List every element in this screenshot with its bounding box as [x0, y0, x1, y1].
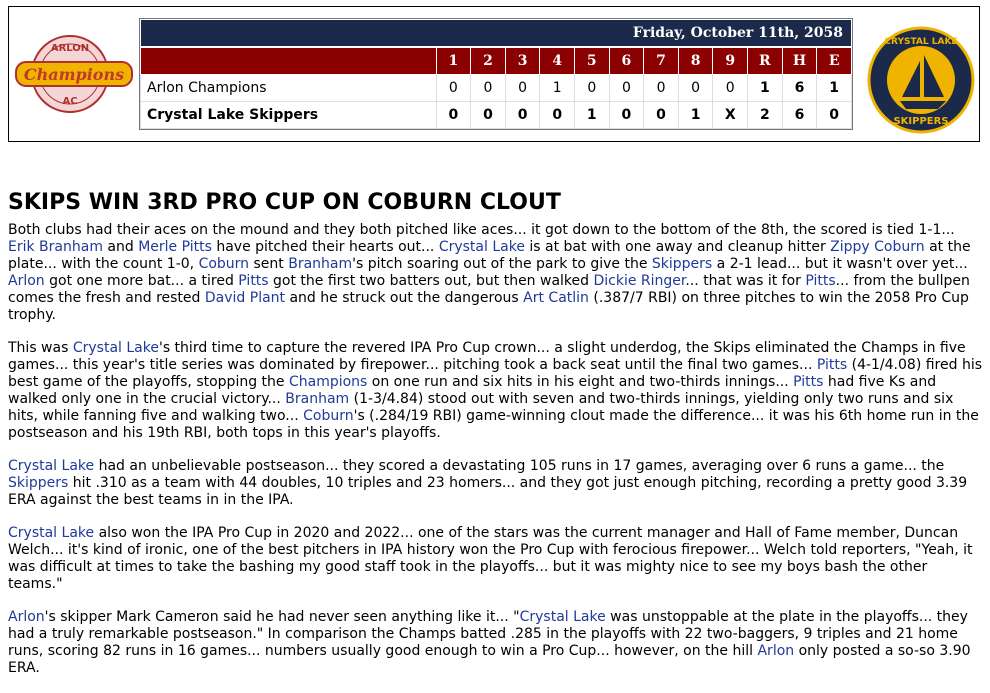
article-text: got the first two batters out, but then walked: [268, 273, 594, 289]
article-text: 's third time to capture the revered IPA Pro Cup crown... a slight underdog, the Skips eliminated the Champs in five games... this year's title series was dominated by firepower... pitching took a back seat until the final two games...: [8, 340, 966, 373]
article-text: 's pitch soaring out of the park to give the: [352, 256, 652, 272]
article-text: (4-1/4.08) fired his best game of the playoffs, stopping the: [8, 357, 983, 390]
away-inning-1-score: 0: [436, 75, 471, 102]
home-inning-5-score: 1: [575, 102, 610, 129]
player-team-link[interactable]: Skippers: [8, 475, 69, 491]
player-team-link[interactable]: Crystal Lake: [8, 525, 95, 541]
player-team-link[interactable]: Dickie Ringer: [593, 273, 686, 289]
article-text: only posted a so-so 3.90 ERA.: [8, 643, 971, 676]
player-team-link[interactable]: Coburn: [303, 408, 354, 424]
article-text: 's (.284/19 RBI) game-winning clout made the difference... it was his 6th home run in the postseason and his 19th RBI, both tops in this year's playoffs.: [8, 408, 979, 441]
inning-header-3: 3: [505, 48, 540, 75]
article-text: got one more bat... a tired: [44, 273, 239, 289]
away-team-row: [141, 75, 852, 102]
article-text: (.387/7 RBI) on three pitches to win the 2058 Pro Cup trophy.: [8, 290, 969, 323]
arlon-logo-top: ARLON: [50, 43, 90, 54]
article-text: This was: [8, 340, 73, 356]
crystal-lake-skippers-logo: [866, 25, 976, 135]
player-team-link[interactable]: Art Catlin: [523, 290, 589, 306]
article-text: is at bat with one away and cleanup hitter: [524, 239, 831, 255]
inning-header-row: [141, 48, 852, 75]
home-inning-2-score: 0: [471, 102, 506, 129]
article-text: ... that was it for: [685, 273, 806, 289]
home-team-name: Crystal Lake Skippers: [141, 102, 437, 129]
player-team-link[interactable]: Pitts: [793, 374, 824, 390]
article-text: had an unbelievable postseason... they scored a devastating 105 runs in 17 games, averaging over 6 runs a game... the: [94, 458, 945, 474]
player-team-link[interactable]: Crystal Lake: [8, 458, 95, 474]
linescore: [139, 18, 853, 130]
player-team-link[interactable]: Crystal Lake: [72, 340, 159, 356]
inning-header-1: 1: [436, 48, 471, 75]
game-date: Friday, October 11th, 2058: [632, 25, 843, 41]
article-text: at the plate... with the count 1-0,: [8, 239, 971, 272]
away-inning-8-score: 0: [678, 75, 713, 102]
paragraph-4: [8, 525, 984, 593]
article-text: on one run and six hits in his eight and two-thirds innings...: [367, 374, 794, 390]
player-team-link[interactable]: Arlon: [8, 273, 45, 289]
paragraph-2: [8, 340, 984, 442]
article-text: hit .310 as a team with 44 doubles, 10 triples and 23 homers... and they got just enough pitching, recording a pretty good 3.39 ERA against the best teams in in the IPA.: [8, 475, 968, 508]
article-text: 's skipper Mark Cameron said he had never seen anything like it... ": [44, 609, 520, 625]
game-header-box: [8, 6, 980, 142]
inning-header-h: H: [782, 48, 817, 75]
away-h-total: 6: [782, 75, 817, 102]
away-inning-7-score: 0: [644, 75, 679, 102]
home-inning-6-score: 0: [609, 102, 644, 129]
arlon-logo-bottom: AC: [62, 96, 78, 107]
player-team-link[interactable]: Skippers: [651, 256, 713, 272]
player-team-link[interactable]: Arlon: [757, 643, 795, 659]
home-h-total: 6: [782, 102, 817, 129]
player-team-link[interactable]: Erik Branham: [8, 239, 103, 255]
home-team-row: [141, 102, 852, 129]
article-text: also won the IPA Pro Cup in 2020 and 2022... one of the stars was the current manager and Hall of Fame member, Duncan Welch... it's kind of ironic, one of the best pitchers in IPA history won the Pro Cup with ferocious firepower... Welch told reporters, "Yeah, it was difficult at times to take the bashing my good staff took in the playoffs... but it was mighty nice to see my boys bash the other teams.": [8, 525, 973, 592]
player-team-link[interactable]: Zippy Coburn: [830, 239, 925, 255]
inning-header-2: 2: [471, 48, 506, 75]
paragraph-5: [8, 609, 984, 677]
home-e-total: 0: [817, 102, 852, 129]
inning-header-9: 9: [713, 48, 748, 75]
home-r-total: 2: [748, 102, 783, 129]
home-inning-3-score: 0: [505, 102, 540, 129]
team-header-cell: [141, 48, 437, 75]
away-team-name: Arlon Champions: [141, 75, 437, 102]
away-inning-4-score: 1: [540, 75, 575, 102]
article-text: ... from the bullpen comes the fresh and rested: [8, 273, 970, 306]
inning-header-4: 4: [540, 48, 575, 75]
player-team-link[interactable]: David Plant: [204, 290, 286, 306]
article-text: and: [102, 239, 139, 255]
article-text: a 2-1 lead... but it wasn't over yet...: [712, 256, 968, 272]
player-team-link[interactable]: Coburn: [198, 256, 250, 272]
article-headline: SKIPS WIN 3RD PRO CUP ON COBURN CLOUT: [8, 190, 561, 215]
player-team-link[interactable]: Champions: [288, 374, 368, 390]
away-inning-2-score: 0: [471, 75, 506, 102]
player-team-link[interactable]: Pitts: [816, 357, 848, 373]
player-team-link[interactable]: Merle Pitts: [138, 239, 212, 255]
arlon-logo-main: Champions: [23, 65, 125, 84]
arlon-champions-logo: [14, 32, 134, 116]
inning-header-e: E: [817, 48, 852, 75]
home-inning-4-score: 0: [540, 102, 575, 129]
article-text: and he struck out the dangerous: [285, 290, 524, 306]
away-inning-6-score: 0: [609, 75, 644, 102]
article-text: Both clubs had their aces on the mound and they both pitched like aces... it got down to the bottom of the 8th, the scored is tied 1-1...: [8, 222, 955, 238]
away-e-total: 1: [817, 75, 852, 102]
scoreboard-date-bar: [140, 19, 852, 47]
inning-header-5: 5: [575, 48, 610, 75]
paragraph-3: [8, 458, 984, 509]
home-inning-1-score: 0: [436, 102, 471, 129]
inning-header-7: 7: [644, 48, 679, 75]
article-text: was unstoppable at the plate in the playoffs... they had a truly remarkable postseason." In comparison the Champs batted .285 in the playoffs with 22 two-baggers, 9 triples and 21 home runs, scoring 82 runs in 16 games... numbers usually good enough to win a Pro Cup... however, on the hill: [8, 609, 968, 659]
player-team-link[interactable]: Branham: [288, 256, 353, 272]
away-inning-3-score: 0: [505, 75, 540, 102]
article-body: [8, 222, 984, 693]
away-inning-5-score: 0: [575, 75, 610, 102]
away-r-total: 1: [748, 75, 783, 102]
article-text: sent: [249, 256, 289, 272]
away-inning-9-score: 0: [713, 75, 748, 102]
player-team-link[interactable]: Crystal Lake: [438, 239, 525, 255]
player-team-link[interactable]: Crystal Lake: [519, 609, 606, 625]
article-text: have pitched their hearts out...: [211, 239, 439, 255]
player-team-link[interactable]: Branham: [285, 391, 350, 407]
player-team-link[interactable]: Pitts: [238, 273, 269, 289]
article-text: (1-3/4.84) stood out with seven and two-thirds innings, yielding only two runs and six hits, while fanning five and walking two...: [8, 391, 954, 424]
player-team-link[interactable]: Arlon: [8, 609, 45, 625]
inning-header-8: 8: [678, 48, 713, 75]
inning-header-6: 6: [609, 48, 644, 75]
linescore-table: [140, 47, 852, 129]
skippers-logo-bottom: SKIPPERS: [893, 116, 949, 127]
inning-header-r: R: [748, 48, 783, 75]
player-team-link[interactable]: Pitts: [805, 273, 836, 289]
article-text: had five Ks and walked only one in the crucial victory...: [8, 374, 937, 407]
home-inning-7-score: 0: [644, 102, 679, 129]
paragraph-1: [8, 222, 984, 324]
home-inning-8-score: 1: [678, 102, 713, 129]
skippers-logo-top: CRYSTAL LAKE: [884, 37, 958, 47]
home-inning-9-score: X: [713, 102, 748, 129]
